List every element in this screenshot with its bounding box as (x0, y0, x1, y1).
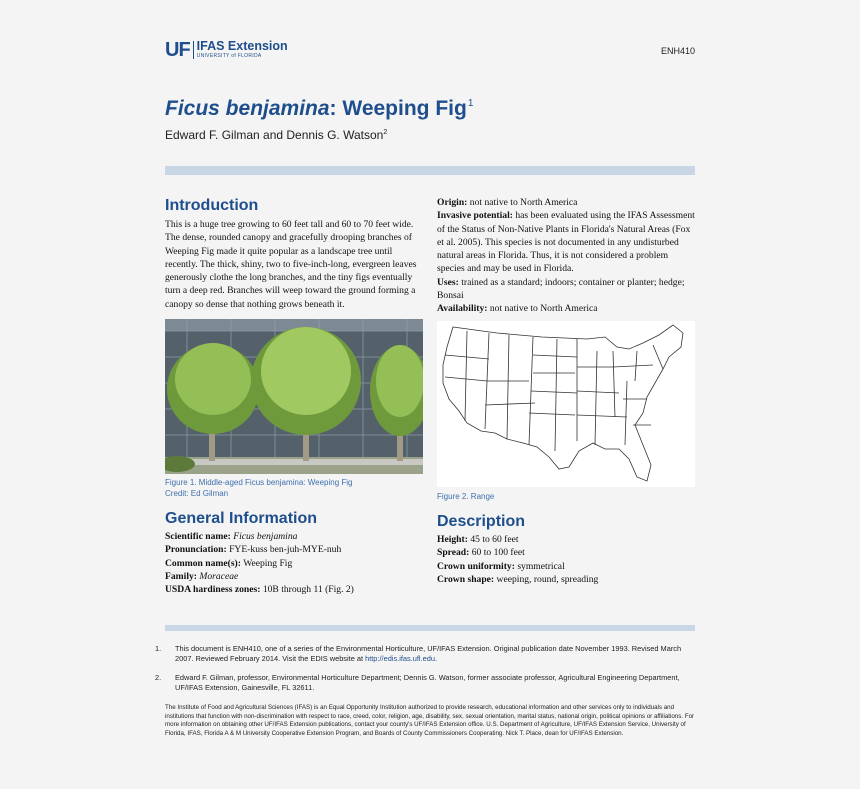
general-info-label: Common name(s): (165, 557, 241, 569)
figure-2-range-map (437, 321, 695, 487)
logo-ifas-extension: IFAS Extension (196, 39, 288, 53)
description-list (437, 533, 695, 586)
general-info-label: USDA hardiness zones: (165, 584, 261, 596)
description-label: Crown uniformity: (437, 560, 515, 572)
origin-info-value: trained as a standard; indoors; container or planter; hedge; Bonsai (437, 276, 685, 302)
figure-1-credit: Credit: Ed Gilman (165, 488, 229, 498)
general-info-value: Moraceae (199, 570, 239, 582)
general-info-row (165, 570, 423, 583)
description-value: symmetrical (517, 560, 565, 572)
title-footnote-mark: 1 (467, 98, 474, 109)
title-species: Ficus benjamina (165, 97, 330, 120)
page-title (165, 97, 473, 121)
general-info-value: 10B through 11 (Fig. 2) (262, 584, 354, 596)
footnote-2-text: Edward F. Gilman, professor, Environmental Horticulture Department; Dennis G. Watson, former associate professor, Agricultural Engineering Department, UF/IFAS Extension, Gainesville, FL 32611. (175, 673, 680, 692)
logo-divider (193, 41, 194, 59)
description-row (437, 546, 695, 559)
ifas-logo[interactable] (165, 40, 288, 60)
left-column (165, 197, 423, 597)
description-label: Spread: (437, 547, 470, 559)
footnote-1-period: . (434, 654, 437, 663)
author-footnote-mark: 2 (383, 129, 388, 136)
us-range-map (437, 321, 695, 487)
figure-2-caption: Figure 2. Range (437, 491, 495, 501)
equal-opportunity-statement: The Institute of Food and Agricultural Sciences (IFAS) is an Equal Opportunity Institution authorized to provide research, educational information and other services only to individuals and institutions that function with non-discrimination with respect to race, creed, color, religion, age, disability, sex, sexual orientation, marital status, national origin, political opinions or affiliations. For more information on obtaining other UF/IFAS Extension publications, contact your county's UF/IFAS Extension office. U.S. Department of Agriculture, UF/IFAS Extension Service, University of Florida, IFAS, Florida A & M University Cooperative Extension Program, and Boards of County Commissioners Cooperating. Nick T. Place, dean for UF/IFAS Extension. (165, 704, 695, 737)
origin-info-value: not native to North America (489, 303, 598, 315)
introduction-heading: Introduction (165, 197, 259, 214)
top-rule (165, 166, 695, 175)
origin-info-label: Origin: (437, 197, 468, 208)
footnote-2 (155, 673, 695, 693)
footnote-1 (155, 644, 695, 664)
origin-info-row (437, 196, 695, 209)
general-info-value: Ficus benjamina (233, 531, 298, 543)
document-id: ENH410 (660, 46, 695, 56)
figure-1-photo (165, 319, 423, 474)
origin-info-label: Invasive potential: (437, 210, 513, 222)
general-information-heading: General Information (165, 510, 318, 528)
general-info-value: FYE-kuss ben-juh-MYE-nuh (229, 544, 342, 556)
edis-link[interactable]: http://edis.ifas.ufl.edu (365, 654, 435, 663)
description-label: Crown shape: (437, 574, 495, 586)
general-info-label: Scientific name: (165, 531, 231, 543)
origin-info-value: not native to North America (469, 197, 578, 208)
description-label: Height: (437, 534, 468, 546)
origin-info-label: Uses: (437, 276, 459, 288)
title-common: : Weeping Fig (329, 97, 467, 120)
footnote-2-number: 2. (155, 673, 162, 682)
weeping-fig-photo (165, 319, 423, 474)
figure-1-caption: Figure 1. Middle-aged Ficus benjamina: Weeping Fig (165, 478, 353, 488)
general-info-label: Family: (165, 570, 197, 582)
general-info-value: Weeping Fig (243, 557, 293, 569)
footer-rule (165, 625, 695, 631)
author-names: Edward F. Gilman and Dennis G. Watson (165, 128, 384, 142)
description-value: 60 to 100 feet (471, 547, 525, 559)
general-information-list (165, 530, 423, 596)
general-info-row (165, 557, 423, 570)
origin-info-label: Availability: (437, 303, 488, 315)
origin-info-row (437, 302, 695, 315)
introduction-text: This is a huge tree growing to 60 feet tall and 60 to 70 feet wide. The dense, rounded canopy and gracefully drooping branches of Weeping Fig made it quite popular as a landscape tree until recently. The thick, shiny, two to five-inch-long, evergreen leaves generously clothe the long branches, and the tiny figs eventually turn a deep red. Branches will weep toward the ground forming a canopy so dense that nothing grows beneath it. (165, 219, 417, 310)
description-value: 45 to 60 feet (470, 534, 519, 546)
description-row (437, 533, 695, 546)
origin-info-row (437, 276, 695, 303)
description-value: weeping, round, spreading (496, 574, 599, 586)
logo-university: UNIVERSITY of FLORIDA (196, 53, 262, 59)
general-info-row (165, 583, 423, 596)
general-info-row (165, 530, 423, 543)
origin-info-value: has been evaluated using the IFAS Assessment of the Status of Non-Native Plants in Florida's Natural Areas (Fox et al. 2005). This species is not documented in any undisturbed natural areas in Florida. Thus, it is not considered a problem species and may be used in Florida. (437, 210, 695, 275)
footnote-1-number: 1. (155, 644, 162, 653)
general-info-row (165, 543, 423, 556)
origin-info-row (437, 209, 695, 275)
origin-list (437, 196, 695, 316)
general-info-label: Pronunciation: (165, 544, 227, 556)
logo-uf: UF (165, 39, 190, 61)
description-heading: Description (437, 513, 526, 531)
authors (165, 128, 387, 142)
description-row (437, 573, 695, 586)
right-column (437, 196, 695, 586)
footnote-1-text: This document is ENH410, one of a series of the Environmental Horticulture, UF/IFAS Extension. Original publication date November 1993. Revised March 2007. Reviewed February 2014. Visit the EDIS website at (175, 644, 682, 663)
description-row (437, 560, 695, 573)
